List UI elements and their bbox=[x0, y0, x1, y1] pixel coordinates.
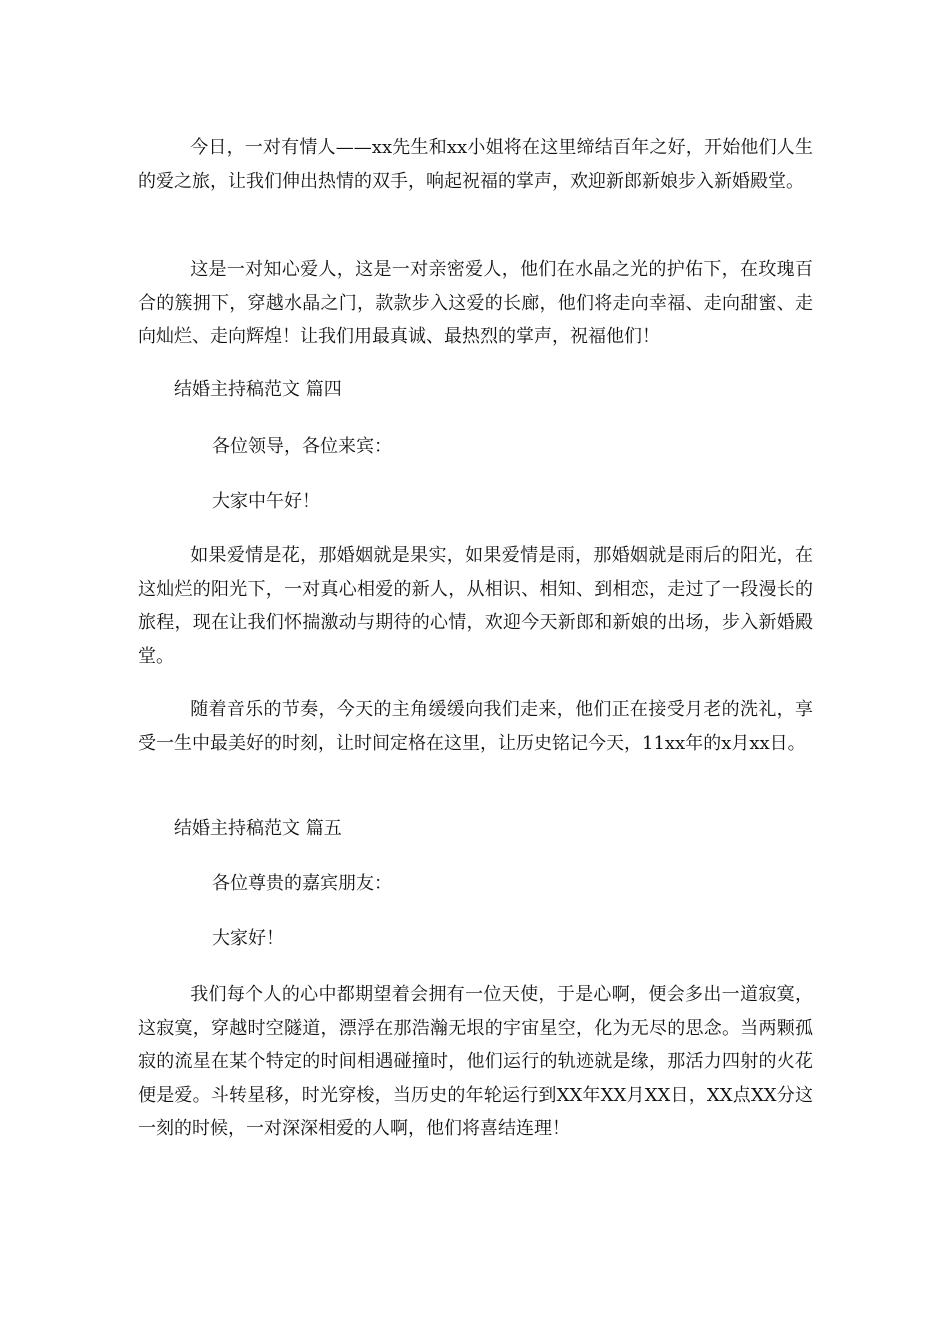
paragraph-crystal-blessing: 这是一对知心爱人，这是一对亲密爱人，他们在水晶之光的护佑下，在玫瑰百合的簇拥下，穿越水晶之门，款款步入这爱的长廊，他们将走向幸福、走向甜蜜、走向灿烂、走向辉煌！让我们用最真诚、最热烈的掌声，祝福他们！ bbox=[138, 259, 813, 348]
paragraph-love-flower: 如果爱情是花，那婚姻就是果实，如果爱情是雨，那婚姻就是雨后的阳光，在这灿烂的阳光下，一对真心相爱的新人，从相识、相知、到相恋，走过了一段漫长的旅程，现在让我们怀揣激动与期待的心情，欢迎今天新郎和新娘的出场，步入新婚殿堂。 bbox=[138, 545, 813, 667]
paragraph-angel-meteor: 我们每个人的心中都期望着会拥有一位天使，于是心啊，便会多出一道寂寞，这寂寞，穿越时空隧道，漂浮在那浩瀚无垠的宇宙星空，化为无尽的思念。当两颗孤寂的流星在某个特定的时间相遇碰撞时，他们运行的轨迹就是缘，那活力四射的火花便是爱。斗转星移，时光穿梭，当历史的年轮运行到XX年XX月XX日，XX点XX分这一刻的时候，一对深深相爱的人啊，他们将喜结连理！ bbox=[138, 984, 813, 1140]
greeting-honored-guests: 各位尊贵的嘉宾朋友： bbox=[212, 873, 392, 894]
section-heading-part-four: 结婚主持稿范文 篇四 bbox=[174, 379, 342, 400]
greeting-hello-everyone: 大家好！ bbox=[212, 928, 284, 949]
paragraph-music-rhythm: 随着音乐的节奏，今天的主角缓缓向我们走来，他们正在接受月老的洗礼，享受一生中最美好的时刻，让时间定格在这里，让历史铭记今天，11xx年的x月xx日。 bbox=[138, 699, 813, 754]
greeting-good-noon: 大家中午好！ bbox=[212, 491, 320, 512]
section-heading-part-five: 结婚主持稿范文 篇五 bbox=[174, 818, 342, 839]
paragraph-couple-intro: 今日，一对有情人——xx先生和xx小姐将在这里缔结百年之好，开始他们人生的爱之旅，让我们伸出热情的双手，响起祝福的掌声，欢迎新郎新娘步入新婚殿堂。 bbox=[138, 137, 813, 192]
greeting-leaders-guests: 各位领导，各位来宾： bbox=[212, 436, 392, 457]
document-page bbox=[138, 0, 813, 1344]
